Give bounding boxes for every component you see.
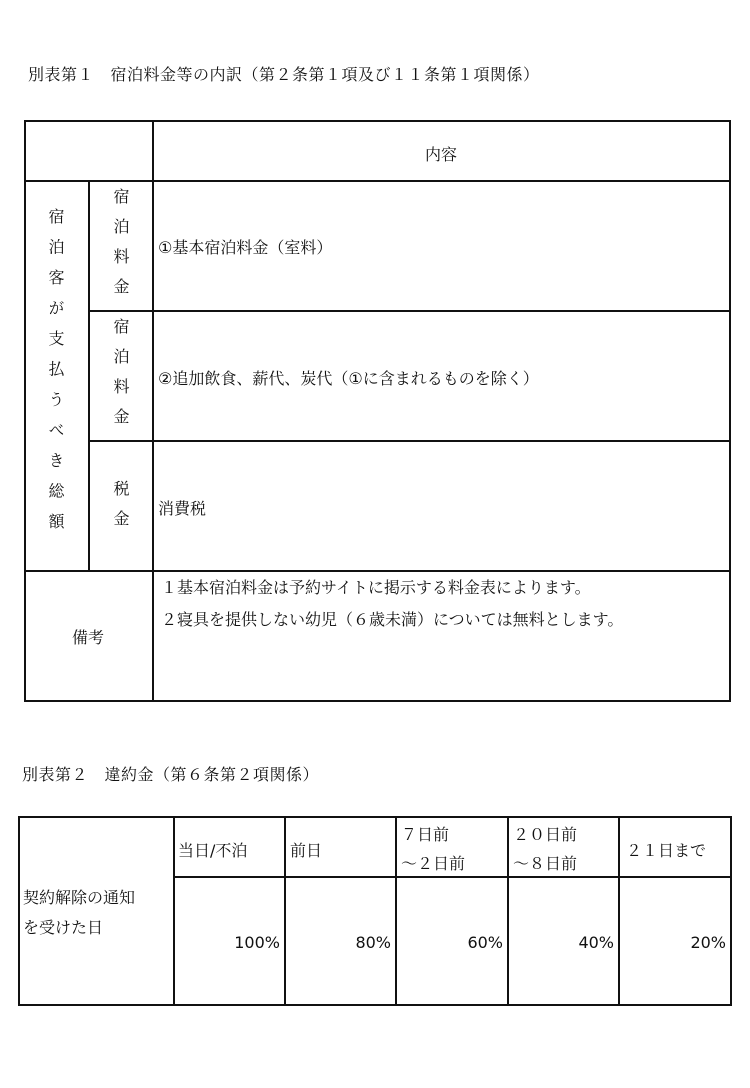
column-header: ２１日まで — [626, 841, 707, 860]
table2-col-divider — [395, 816, 397, 1006]
table1-col-divider — [152, 120, 154, 702]
penalty-rate-value: 80% — [355, 933, 391, 952]
column-header: 前日 — [290, 841, 323, 860]
remark-item: ２寝具を提供しない幼児（６歳未満）については無料とします。 — [161, 610, 624, 629]
column-header: 当日/不泊 — [178, 841, 248, 860]
penalty-rate-value: 40% — [578, 933, 614, 952]
row-content-consumption-tax: 消費税 — [158, 499, 207, 518]
row-content-additional: ②追加飲食、薪代、炭代（①に含まれるものを除く） — [158, 369, 539, 388]
row-label-lodging-fee: 宿泊料金 — [111, 318, 130, 438]
table2-border — [18, 816, 732, 1006]
row-content-basic-fee: ①基本宿泊料金（室料） — [158, 238, 333, 257]
row-label-notice-date: を受けた日 — [23, 918, 104, 937]
table2-heading: 別表第２ 違約金（第６条第２項関係） — [22, 765, 320, 784]
table2-col-divider — [507, 816, 509, 1006]
group-label-total: 宿泊客が支払うべき総額 — [46, 208, 65, 544]
table1-header-divider — [24, 180, 731, 182]
table2-col-divider — [173, 816, 175, 1006]
table1-row-divider — [89, 440, 731, 442]
column-header: ７日前 — [401, 825, 450, 844]
penalty-rate-value: 20% — [690, 933, 726, 952]
remark-item: １基本宿泊料金は予約サイトに掲示する料金表によります。 — [161, 578, 591, 597]
remarks-label: 備考 — [72, 628, 105, 647]
column-header-range: ～８日前 — [513, 854, 578, 873]
row-label-notice-date: 契約解除の通知 — [23, 888, 136, 907]
table2-header-divider — [173, 876, 732, 878]
penalty-rate-value: 60% — [467, 933, 503, 952]
row-label-tax: 税金 — [111, 480, 130, 540]
table1-heading: 別表第１ 宿泊料金等の内訳（第２条第１項及び１１条第１項関係） — [28, 65, 540, 84]
column-header-range: ～２日前 — [401, 854, 466, 873]
row-label-lodging-fee: 宿泊料金 — [111, 188, 130, 308]
header-content-label: 内容 — [425, 145, 458, 164]
column-header: ２０日前 — [513, 825, 578, 844]
penalty-rate-value: 100% — [234, 933, 280, 952]
table1-subcol-divider — [88, 180, 90, 571]
table2-col-divider — [284, 816, 286, 1006]
table1-remarks-divider — [24, 570, 731, 572]
table2-col-divider — [618, 816, 620, 1006]
table1-row-divider — [89, 310, 731, 312]
